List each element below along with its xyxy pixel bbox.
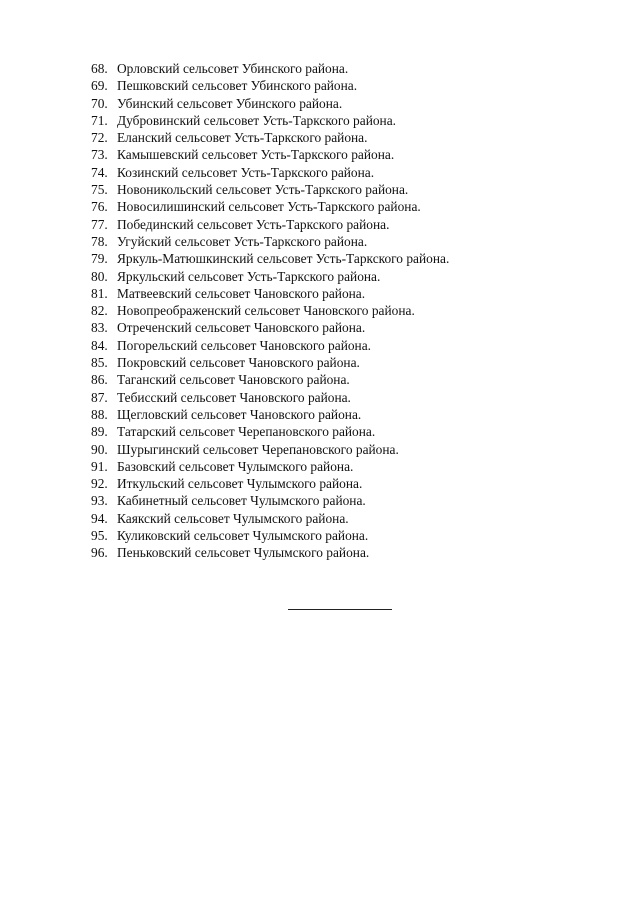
list-item bbox=[91, 216, 449, 233]
list-item bbox=[91, 95, 449, 112]
list-item-text: Тебисский сельсовет Чановского района. bbox=[117, 389, 351, 405]
list-item-text: Орловский сельсовет Убинского района. bbox=[117, 61, 349, 76]
list-item-number: 72. bbox=[91, 130, 108, 146]
list-item-text: Яркульский сельсовет Усть-Таркского района. bbox=[117, 268, 381, 284]
list-item-text: Козинский сельсовет Усть-Таркского района. bbox=[117, 164, 375, 180]
list-item-text: Матвеевский сельсовет Чановского района. bbox=[117, 285, 366, 301]
list-item bbox=[91, 544, 449, 561]
list-item-number: 90. bbox=[91, 441, 108, 457]
list-item-number: 91. bbox=[91, 458, 108, 474]
list-item-number: 87. bbox=[91, 389, 108, 405]
list-item-number: 88. bbox=[91, 406, 108, 422]
list-item bbox=[91, 354, 449, 371]
list-item-text: Новопреображенский сельсовет Чановского района. bbox=[117, 303, 415, 319]
list-item-number: 78. bbox=[91, 233, 108, 249]
list-item bbox=[91, 268, 449, 285]
list-item bbox=[91, 129, 449, 146]
list-item-text: Каякский сельсовет Чулымского района. bbox=[117, 510, 349, 526]
list-item-number: 83. bbox=[91, 320, 108, 336]
list-item-number: 77. bbox=[91, 216, 108, 232]
list-item-text: Пешковский сельсовет Убинского района. bbox=[117, 78, 358, 94]
list-item bbox=[91, 371, 449, 388]
list-item-text: Таганский сельсовет Чановского района. bbox=[117, 372, 350, 388]
list-item-text: Отреченский сельсовет Чановского района. bbox=[117, 320, 366, 336]
list-item-text: Убинский сельсовет Убинского района. bbox=[117, 95, 343, 111]
list-item bbox=[91, 389, 449, 406]
list-item-number: 86. bbox=[91, 372, 108, 388]
list-item bbox=[91, 319, 449, 336]
list-item-number: 80. bbox=[91, 268, 108, 284]
end-separator-line bbox=[288, 609, 392, 610]
list-item-text: Базовский сельсовет Чулымского района. bbox=[117, 458, 354, 474]
list-item bbox=[91, 510, 449, 527]
list-item-text: Кабинетный сельсовет Чулымского района. bbox=[117, 493, 366, 509]
list-item bbox=[91, 423, 449, 440]
list-item-number: 81. bbox=[91, 285, 108, 301]
list-item-text: Угуйский сельсовет Усть-Таркского района. bbox=[117, 233, 368, 249]
settlement-list bbox=[91, 60, 449, 562]
list-item-number: 85. bbox=[91, 355, 108, 371]
list-item-number: 92. bbox=[91, 476, 108, 492]
list-item-number: 82. bbox=[91, 303, 108, 319]
list-item-number: 69. bbox=[91, 78, 108, 94]
list-item-number: 79. bbox=[91, 251, 108, 267]
list-item-text: Камышевский сельсовет Усть-Таркского района. bbox=[117, 147, 395, 163]
list-item-text: Яркуль-Матюшкинский сельсовет Усть-Таркского района. bbox=[117, 251, 450, 267]
list-item-text: Шурыгинский сельсовет Черепановского района. bbox=[117, 441, 399, 457]
list-item bbox=[91, 250, 449, 267]
list-item-number: 93. bbox=[91, 493, 108, 509]
list-item-text: Иткульский сельсовет Чулымского района. bbox=[117, 476, 363, 492]
list-item-number: 74. bbox=[91, 164, 108, 180]
list-item bbox=[91, 406, 449, 423]
list-item-text: Новоникольский сельсовет Усть-Таркского района. bbox=[117, 182, 409, 198]
list-item bbox=[91, 337, 449, 354]
list-item-text: Пеньковский сельсовет Чулымского района. bbox=[117, 545, 370, 561]
list-item-text: Еланский сельсовет Усть-Таркского района. bbox=[117, 130, 368, 146]
list-item-text: Дубровинский сельсовет Усть-Таркского района. bbox=[117, 112, 397, 128]
list-item-number: 95. bbox=[91, 528, 108, 544]
list-item bbox=[91, 527, 449, 544]
list-item bbox=[91, 285, 449, 302]
list-item bbox=[91, 233, 449, 250]
list-item-text: Побединский сельсовет Усть-Таркского района. bbox=[117, 216, 390, 232]
list-item bbox=[91, 302, 449, 319]
list-item-number: 70. bbox=[91, 95, 108, 111]
list-item bbox=[91, 60, 449, 77]
list-item-text: Новосилишинский сельсовет Усть-Таркского района. bbox=[117, 199, 421, 215]
list-item bbox=[91, 475, 449, 492]
list-item-text: Щегловский сельсовет Чановского района. bbox=[117, 406, 362, 422]
list-item bbox=[91, 441, 449, 458]
list-item-number: 73. bbox=[91, 147, 108, 163]
list-item-number: 84. bbox=[91, 337, 108, 353]
list-item bbox=[91, 492, 449, 509]
list-item-text: Татарский сельсовет Черепановского района. bbox=[117, 424, 376, 440]
list-item-number: 71. bbox=[91, 112, 108, 128]
list-item bbox=[91, 164, 449, 181]
list-item-number: 75. bbox=[91, 182, 108, 198]
list-item-number: 89. bbox=[91, 424, 108, 440]
list-item-text: Покровский сельсовет Чановского района. bbox=[117, 355, 360, 371]
list-item-number: 68. bbox=[91, 61, 108, 76]
list-item-number: 76. bbox=[91, 199, 108, 215]
list-item-number: 96. bbox=[91, 545, 108, 561]
list-item bbox=[91, 77, 449, 94]
list-item bbox=[91, 181, 449, 198]
list-item-text: Куликовский сельсовет Чулымского района. bbox=[117, 528, 369, 544]
list-item bbox=[91, 198, 449, 215]
list-item bbox=[91, 112, 449, 129]
list-item bbox=[91, 458, 449, 475]
list-item bbox=[91, 146, 449, 163]
list-item-text: Погорельский сельсовет Чановского района. bbox=[117, 337, 372, 353]
list-item-number: 94. bbox=[91, 510, 108, 526]
